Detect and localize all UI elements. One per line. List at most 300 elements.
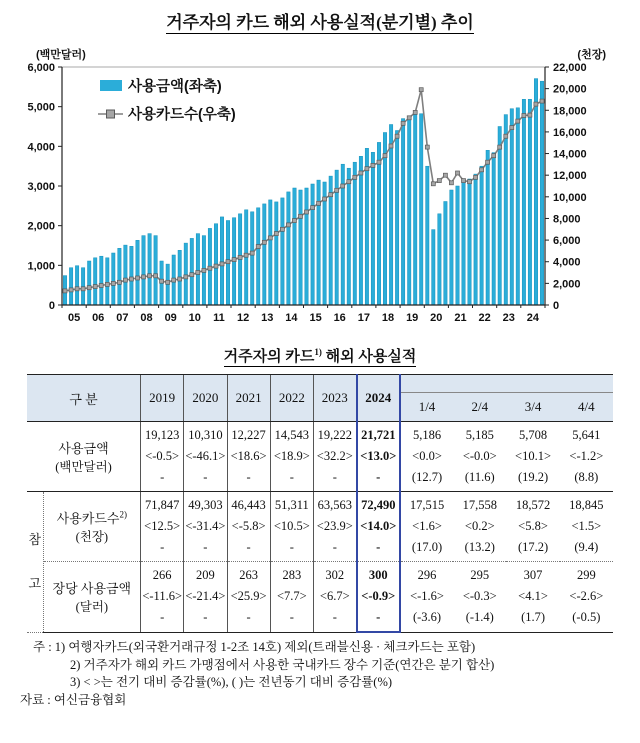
row-label-text: 장당 사용금액 <box>52 581 132 597</box>
cell-amount-2024 <box>357 422 400 492</box>
cell-qoq-change: <12.5> <box>144 519 181 533</box>
right-axis-tick-label: 2,000 <box>553 278 581 291</box>
amount-bar <box>498 127 501 306</box>
amount-bar <box>401 119 404 305</box>
cards-line-marker <box>305 210 309 214</box>
amount-bar <box>88 261 91 305</box>
cards-line-marker <box>407 116 411 120</box>
amount-bar <box>414 113 417 305</box>
footnote-3: 3) < >는 전기 대비 증감률(%), ( )는 전년동기 대비 증감률(%) <box>70 675 393 689</box>
cell-yoy-change: (11.6) <box>464 470 495 484</box>
right-axis-tick-label: 16,000 <box>553 126 587 139</box>
cards-line-marker <box>335 188 339 192</box>
amount-bar <box>106 258 109 305</box>
amount-bar <box>196 234 199 305</box>
right-axis-unit: (천장) <box>577 49 606 61</box>
amount-bar <box>220 217 223 305</box>
cards-line-marker <box>480 168 484 172</box>
amount-bar <box>492 153 495 305</box>
amount-bar <box>474 174 477 305</box>
right-axis-tick-label: 0 <box>553 300 560 312</box>
x-axis-year-label: 23 <box>502 312 515 324</box>
cell-yoy-change: - <box>332 470 337 484</box>
cards-line-marker <box>268 236 272 240</box>
cell-qoq-change: <0.0> <box>412 449 442 463</box>
amount-bar <box>305 188 308 305</box>
cell-qoq-change: <25.9> <box>230 589 267 604</box>
cell-per-card-q2 <box>453 562 506 633</box>
amount-bar <box>377 142 380 305</box>
cell-amount-q4 <box>560 422 613 492</box>
amount-bar <box>353 162 356 305</box>
amount-bar <box>365 148 368 305</box>
row-label-text: 사용카드수$^{2)}$ <box>56 509 127 526</box>
cell-yoy-change: (17.0) <box>411 540 443 554</box>
x-axis-year-label: 14 <box>285 312 298 324</box>
cell-yoy-change: - <box>160 540 165 554</box>
cell-qoq-change: <-2.6> <box>569 589 604 604</box>
cell-yoy-change: (-3.6) <box>412 610 442 625</box>
cell-value: 14,543 <box>274 428 310 442</box>
amount-bar <box>371 152 374 305</box>
amount-bar <box>528 99 531 305</box>
cards-line-marker <box>329 193 333 197</box>
cards-line-marker <box>129 277 133 281</box>
cards-line-marker <box>371 163 375 167</box>
cell-amount-q2 <box>453 422 506 492</box>
cards-line-marker <box>431 182 435 186</box>
cards-line-marker <box>492 154 496 158</box>
cards-line-marker <box>359 171 363 175</box>
plot-area <box>62 67 545 305</box>
amount-bar <box>432 230 435 305</box>
cards-line-marker <box>208 266 212 270</box>
cell-yoy-change: - <box>289 540 294 554</box>
cell-qoq-change: <1.5> <box>571 519 602 533</box>
amount-bar <box>311 184 314 305</box>
legend-line-swatch <box>107 110 115 118</box>
amount-bar <box>462 180 465 305</box>
cell-yoy-change: - <box>246 470 251 484</box>
amount-bar <box>293 188 296 305</box>
amount-bar <box>426 166 429 305</box>
cell-cards-q3 <box>506 492 559 562</box>
x-axis-year-label: 10 <box>188 312 201 324</box>
amount-bar <box>389 125 392 306</box>
cards-line-marker <box>323 197 327 201</box>
cell-value: 17,558 <box>462 498 497 512</box>
cell-yoy-change: - <box>289 470 294 484</box>
cell-value: 10,310 <box>188 428 223 442</box>
cell-cards-q1 <box>400 492 453 562</box>
amount-bar <box>269 200 272 305</box>
x-axis-year-label: 13 <box>261 312 274 324</box>
bar-line-chart-canvas <box>0 33 640 335</box>
cards-line-marker <box>111 281 115 285</box>
usage-table <box>27 374 613 633</box>
col-header-2022: 2022 <box>270 375 313 422</box>
cards-line-marker <box>401 121 405 125</box>
x-axis-year-label: 11 <box>213 312 225 324</box>
cell-qoq-change: <23.9> <box>316 519 353 533</box>
table-title-text: 거주자의 카드 <box>223 349 315 365</box>
cell-value: 299 <box>576 568 596 583</box>
cards-line-marker <box>190 273 194 277</box>
x-axis-year-label: 22 <box>478 312 491 324</box>
cell-qoq-change: <-1.2> <box>569 449 604 463</box>
amount-bar <box>534 79 537 305</box>
cards-line-marker <box>522 114 526 118</box>
cards-line-marker <box>311 206 315 210</box>
cell-qoq-change: <10.5> <box>273 519 310 533</box>
cards-line-marker <box>256 245 260 249</box>
cell-value: 283 <box>282 568 302 583</box>
amount-bar <box>190 238 193 305</box>
col-header-q2: 2/4 <box>453 393 506 422</box>
right-axis-tick-label: 18,000 <box>553 105 587 118</box>
cell-yoy-change: - <box>203 540 208 554</box>
cards-line-marker <box>341 184 345 188</box>
source-line: 자료 : 여신금융협회 <box>20 692 127 707</box>
amount-bar <box>154 236 157 305</box>
cell-value: 19,123 <box>144 428 180 442</box>
cell-amount-2019 <box>141 422 184 492</box>
amount-bar <box>142 236 145 305</box>
amount-bar <box>287 192 290 305</box>
amount-bar <box>263 204 266 305</box>
right-axis-tick-label: 10,000 <box>553 191 587 204</box>
cards-line-marker <box>510 126 514 130</box>
amount-bar <box>383 133 386 306</box>
table-title-text-2: 해외 사용실적 <box>321 349 417 365</box>
amount-bar <box>438 214 441 305</box>
table-title-footnote-ref: 1) <box>314 347 322 357</box>
amount-bar <box>94 258 97 305</box>
cards-line-marker <box>425 145 429 149</box>
cards-line-marker <box>486 160 490 164</box>
cards-line-marker <box>462 179 466 183</box>
left-axis-tick-label: 2,000 <box>27 220 55 233</box>
amount-bar <box>148 234 151 305</box>
amount-bar <box>347 168 350 305</box>
page-title <box>0 0 640 33</box>
footnotes <box>20 639 620 709</box>
row-label-per-card <box>43 562 140 633</box>
right-axis-tick-label: 14,000 <box>553 148 587 161</box>
cards-line-marker <box>528 113 532 117</box>
cell-value: 5,185 <box>465 428 494 442</box>
cards-line-marker <box>292 219 296 223</box>
amount-bar <box>317 180 320 305</box>
cards-line-marker <box>81 287 85 291</box>
amount-bar <box>504 115 507 305</box>
left-axis-tick-label: 3,000 <box>27 181 55 193</box>
cards-line-marker <box>317 201 321 205</box>
x-axis-year-label: 24 <box>526 312 540 324</box>
cell-cards-2021 <box>227 492 270 562</box>
cell-amount-2022 <box>270 422 313 492</box>
cards-line-marker <box>389 144 393 148</box>
cell-qoq-change: <14.0> <box>360 519 397 533</box>
cards-line-marker <box>449 181 453 185</box>
x-axis-year-label: 19 <box>406 312 419 324</box>
cell-qoq-change: <0.2> <box>464 519 495 533</box>
cards-line-marker <box>63 289 67 293</box>
cell-qoq-change: <-11.6> <box>142 589 183 604</box>
right-axis-tick-label: 8,000 <box>553 213 581 226</box>
cell-qoq-change: <6.7> <box>319 589 350 604</box>
legend-bar-swatch <box>100 80 122 91</box>
cards-line-marker <box>456 171 460 175</box>
cards-line-marker <box>413 110 417 114</box>
cell-cards-q4 <box>560 492 613 562</box>
amount-bar <box>136 240 139 305</box>
cell-value: 71,847 <box>144 498 180 512</box>
x-axis-year-label: 17 <box>357 312 371 324</box>
cards-line-marker <box>136 276 140 280</box>
cards-line-marker <box>504 134 508 138</box>
cards-line-marker <box>226 260 230 264</box>
cell-qoq-change: <18.9> <box>273 449 310 463</box>
cards-line-marker <box>437 179 441 183</box>
cards-line-marker <box>395 134 399 138</box>
cell-yoy-change: (17.2) <box>517 540 549 554</box>
cell-value: 5,641 <box>572 428 601 442</box>
cards-line-marker <box>383 154 387 158</box>
cards-line-marker <box>220 262 224 266</box>
cell-value: 266 <box>152 568 172 583</box>
cards-line-marker <box>280 227 284 231</box>
table-row-amount <box>27 422 613 492</box>
row-label-unit: (천장) <box>75 530 109 544</box>
cell-qoq-change: <1.6> <box>412 519 442 533</box>
cell-per-card-q1 <box>400 562 453 633</box>
page-title-text: 거주자의 카드 해외 사용실적(분기별) 추이 <box>166 13 474 32</box>
amount-bar <box>184 243 187 305</box>
cell-yoy-change: - <box>332 610 337 625</box>
row-label-text: 사용금액 <box>58 441 109 456</box>
cards-line-marker <box>468 180 472 184</box>
cell-cards-2024 <box>357 492 400 562</box>
x-axis-year-label: 09 <box>164 312 177 324</box>
cards-line-marker <box>419 88 423 92</box>
left-axis-unit: (백만달러) <box>36 49 86 61</box>
cards-line-marker <box>117 280 121 284</box>
cards-line-marker <box>286 223 290 227</box>
amount-bar <box>100 256 103 305</box>
amount-bar <box>420 114 423 305</box>
row-label-amount <box>27 422 141 492</box>
cell-amount-2020 <box>184 422 227 492</box>
row-label-unit: (달러) <box>75 600 109 615</box>
footnote-2: 2) 거주자가 해외 카드 가맹점에서 사용한 국내카드 장수 기준(연간은 분기 합산) <box>70 657 495 672</box>
usage-table-wrap <box>27 374 613 633</box>
x-axis-year-label: 16 <box>333 312 346 324</box>
cell-value: 209 <box>196 568 215 583</box>
group-label-chamgo: 참 고 <box>27 492 43 633</box>
cell-yoy-change: - <box>203 610 208 625</box>
cell-qoq-change: <-1.6> <box>410 589 444 604</box>
cards-line-marker <box>87 286 91 290</box>
cell-yoy-change: - <box>246 610 251 625</box>
table-row-cards <box>27 492 613 562</box>
amount-bar <box>81 268 84 305</box>
cell-yoy-change: - <box>376 610 381 624</box>
cell-amount-2023 <box>313 422 356 492</box>
cell-value: 302 <box>325 568 345 583</box>
cell-value: 5,708 <box>518 428 548 442</box>
cell-qoq-change: <13.0> <box>360 449 397 463</box>
legend-label-cards: 사용카드수(우축) <box>128 107 236 123</box>
cell-value: 19,222 <box>317 428 352 442</box>
cell-qoq-change: <-0.9> <box>361 589 396 603</box>
col-header-2023: 2023 <box>313 375 356 422</box>
amount-bar <box>408 117 411 305</box>
x-axis-year-label: 21 <box>454 312 467 324</box>
cards-line-marker <box>123 278 127 282</box>
x-axis-year-label: 05 <box>67 312 81 324</box>
cell-cards-q2 <box>453 492 506 562</box>
cell-value: 263 <box>239 568 258 583</box>
cell-qoq-change: <-0.5> <box>145 449 180 463</box>
cell-yoy-change: - <box>160 470 165 484</box>
amount-bar <box>257 208 260 305</box>
col-header-q4: 4/4 <box>560 393 613 422</box>
axis-units <box>36 47 606 61</box>
left-axis-tick-label: 0 <box>48 300 55 312</box>
cell-amount-q3 <box>506 422 559 492</box>
right-axis-tick-label: 22,000 <box>553 62 587 74</box>
cell-amount-q1 <box>400 422 453 492</box>
right-axis-tick-label: 12,000 <box>553 170 587 183</box>
cell-yoy-change: (13.2) <box>464 540 495 554</box>
cards-line-marker <box>377 160 381 164</box>
amount-bar <box>486 150 489 305</box>
cards-line-marker <box>166 280 170 284</box>
cards-line-marker <box>105 282 109 286</box>
cell-value: 12,227 <box>231 428 266 442</box>
cell-yoy-change: - <box>332 540 337 554</box>
table-row-per-card <box>27 562 613 633</box>
cell-yoy-change: - <box>160 610 165 625</box>
amount-bar <box>112 253 115 305</box>
amount-bar <box>522 99 525 305</box>
cell-value: 21,721 <box>361 428 396 442</box>
cards-line-marker <box>69 288 73 292</box>
cards-line-marker <box>178 277 182 281</box>
footnote-1: 주 : 1) 여행자카드(외국환거래규정 1-2조 14호) 제외(트래블신용 · 체크카드는 포함) <box>33 640 476 654</box>
cell-yoy-change: (8.8) <box>574 470 599 484</box>
col-header-category: 구 분 <box>27 375 141 422</box>
col-header-2021: 2021 <box>227 375 270 422</box>
x-axis-year-label: 08 <box>140 312 153 324</box>
cell-yoy-change: - <box>376 540 381 554</box>
cell-value: 18,572 <box>515 498 551 512</box>
amount-bar <box>468 179 471 305</box>
amount-bar <box>480 166 483 305</box>
cell-qoq-change: <7.7> <box>276 589 307 604</box>
cell-value: 296 <box>417 568 437 583</box>
legend-label-amount: 사용금액(좌축) <box>128 79 222 95</box>
cards-line-marker <box>540 99 544 103</box>
amount-bar <box>444 202 447 306</box>
cell-yoy-change: (-0.5) <box>572 610 601 625</box>
cell-per-card-2022 <box>270 562 313 633</box>
cell-yoy-change: - <box>246 540 251 554</box>
cards-line-marker <box>347 180 351 184</box>
cell-qoq-change: <-21.4> <box>185 589 226 604</box>
right-axis-tick-label: 6,000 <box>553 235 581 248</box>
cell-value: 17,515 <box>409 498 445 512</box>
cell-value: 46,443 <box>231 498 266 512</box>
x-axis-year-label: 20 <box>430 312 443 324</box>
left-axis-tick-label: 4,000 <box>27 141 55 154</box>
cards-line-marker <box>353 175 357 179</box>
cell-qoq-change: <32.2> <box>316 449 353 463</box>
cell-per-card-2023 <box>313 562 356 633</box>
amount-bar <box>281 198 284 305</box>
cards-line-marker <box>474 175 478 179</box>
cards-line-marker <box>365 167 369 171</box>
amount-bar <box>395 131 398 306</box>
cell-per-card-2021 <box>227 562 270 633</box>
cell-qoq-change: <4.1> <box>518 589 548 604</box>
cell-qoq-change: <-31.4> <box>185 519 226 533</box>
right-axis-tick-label: 20,000 <box>553 83 587 96</box>
cards-line-marker <box>196 271 200 275</box>
x-axis-year-label: 12 <box>236 312 250 324</box>
cards-line-marker <box>160 279 164 283</box>
cards-line-marker <box>534 102 538 106</box>
cell-per-card-2019 <box>141 562 184 633</box>
cards-line-marker <box>274 232 278 236</box>
cell-value: 51,311 <box>274 498 309 512</box>
cell-per-card-q3 <box>506 562 559 633</box>
table-header-row <box>27 375 613 393</box>
x-axis-year-label: 15 <box>309 312 322 324</box>
cell-yoy-change: - <box>376 470 381 484</box>
cards-line-marker <box>202 268 206 272</box>
cards-line-marker <box>75 287 79 291</box>
cell-yoy-change: (12.7) <box>411 470 443 484</box>
cell-value: 72,490 <box>361 498 396 512</box>
amount-bar <box>516 108 519 305</box>
x-axis-year-label: 18 <box>381 312 395 324</box>
row-label-unit: (백만달러) <box>55 460 112 474</box>
quarters-header-spacer <box>400 375 613 393</box>
amount-bar <box>510 109 513 305</box>
cell-per-card-2024 <box>357 562 400 633</box>
cell-value: 295 <box>470 568 490 583</box>
left-axis-tick-label: 1,000 <box>27 260 55 273</box>
table-title <box>0 345 640 366</box>
cell-value: 49,303 <box>188 498 223 512</box>
cell-amount-2021 <box>227 422 270 492</box>
x-axis-year-label: 06 <box>92 312 105 324</box>
col-header-2024-highlighted: 2024 <box>357 375 400 422</box>
cards-line-marker <box>250 251 254 255</box>
cell-value: 63,563 <box>317 498 352 512</box>
amount-bar <box>124 245 127 305</box>
cards-line-marker <box>99 284 103 288</box>
cell-qoq-change: <-0.3> <box>462 589 497 604</box>
cell-yoy-change: (-1.4) <box>465 610 494 625</box>
cell-cards-2023 <box>313 492 356 562</box>
right-axis-tick-label: 4,000 <box>553 256 581 269</box>
cell-qoq-change: <-46.1> <box>185 449 226 463</box>
cards-line-marker <box>184 275 188 279</box>
cards-line-marker <box>244 253 248 257</box>
